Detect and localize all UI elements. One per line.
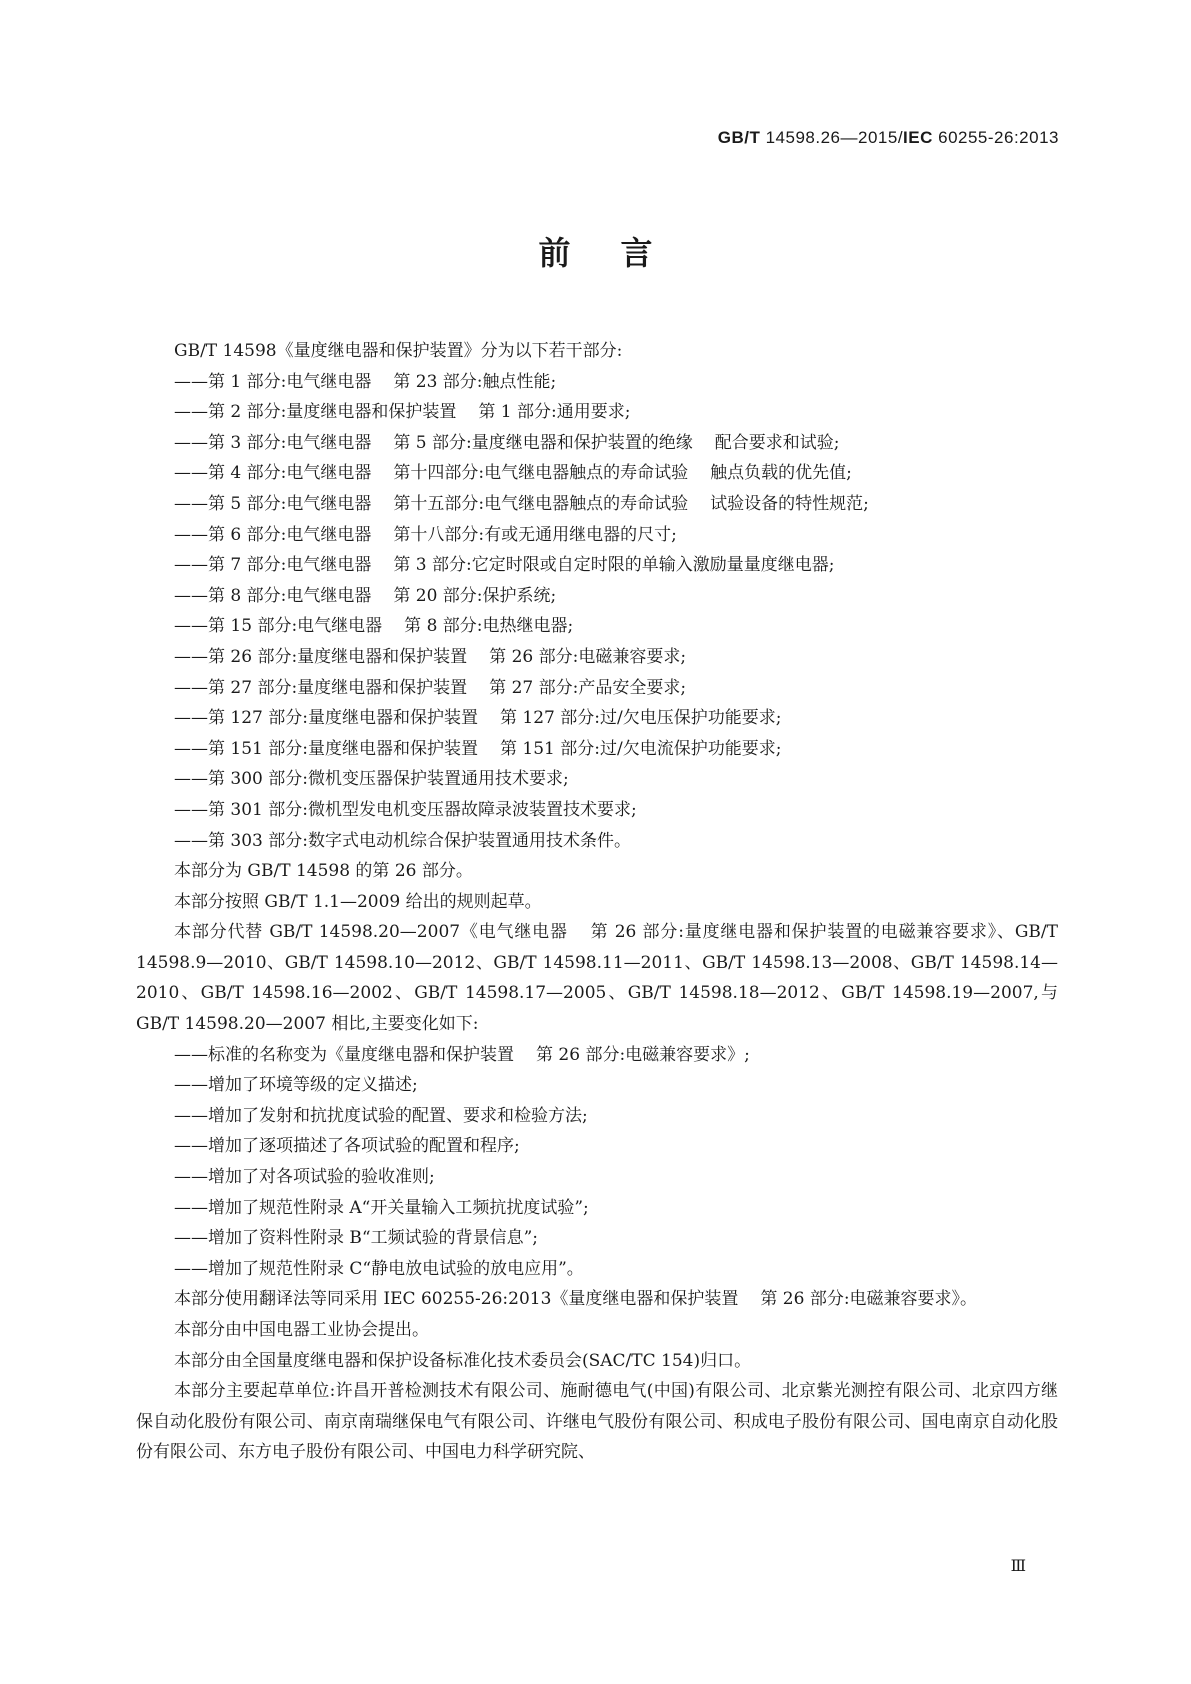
list-item: ——第 26 部分:量度继电器和保护装置 第 26 部分:电磁兼容要求; [174, 646, 687, 667]
this-part-paragraph: 本部分为 GB/T 14598 的第 26 部分。 [174, 861, 473, 882]
list-item: ——增加了规范性附录 A“开关量输入工频抗扰度试验”; [174, 1197, 589, 1218]
list-item: ——增加了环境等级的定义描述; [174, 1075, 418, 1096]
translation-paragraph: 本部分使用翻译法等同采用 IEC 60255-26:2013《量度继电器和保护装置 第 26 部分:电磁兼容要求》。 [174, 1289, 978, 1310]
list-item: ——增加了资料性附录 B“工频试验的背景信息”; [174, 1228, 539, 1249]
list-item: ——第 15 部分:电气继电器 第 8 部分:电热继电器; [174, 616, 574, 637]
foreword-body [136, 336, 1058, 1468]
list-item: ——第 2 部分:量度继电器和保护装置 第 1 部分:通用要求; [174, 402, 631, 423]
list-item: ——增加了规范性附录 C“静电放电试验的放电应用”。 [174, 1258, 584, 1279]
list-item: ——第 151 部分:量度继电器和保护装置 第 151 部分:过/欠电流保护功能要求; [174, 738, 782, 759]
drafting-rules-paragraph: 本部分按照 GB/T 1.1—2009 给出的规则起草。 [174, 891, 542, 912]
list-item: ——第 6 部分:电气继电器 第十八部分:有或无通用继电器的尺寸; [174, 524, 677, 545]
list-item: ——第 4 部分:电气继电器 第十四部分:电气继电器触点的寿命试验 触点负载的优先值; [174, 463, 852, 484]
standard-number-header [718, 128, 1059, 148]
replaces-paragraph: 本部分代替 GB/T 14598.20—2007《电气继电器 第 26 部分:量度继电器和保护装置的电磁兼容要求》、GB/T 14598.9—2010、GB/T 14598.10—2012、GB/T 14598.11—2011、GB/T 14598.13—2008、GB/T 14598.14—2010、GB/T 14598.16—2002、GB/T 14598.17—2005、GB/T 14598.18—2012、GB/T 14598.19—2007,与 GB/T 14598.20—2007 相比,主要变化如下: [136, 922, 1058, 1035]
page-number: Ⅲ [1010, 1556, 1026, 1575]
changes-list [136, 1040, 1058, 1285]
list-item: ——第 1 部分:电气继电器 第 23 部分:触点性能; [174, 371, 557, 392]
std-iec-number: 60255-26:2013 [932, 128, 1059, 147]
list-item: ——增加了发射和抗扰度试验的配置、要求和检验方法; [174, 1105, 588, 1126]
std-number: 14598.26—2015/ [760, 128, 904, 147]
page-title: 前言 [538, 234, 703, 272]
list-item: ——第 8 部分:电气继电器 第 20 部分:保护系统; [174, 585, 557, 606]
list-item: ——第 301 部分:微机型发电机变压器故障录波装置技术要求; [174, 799, 637, 820]
list-item: ——增加了逐项描述了各项试验的配置和程序; [174, 1136, 520, 1157]
list-item: ——第 3 部分:电气继电器 第 5 部分:量度继电器和保护装置的绝缘 配合要求和试验; [174, 432, 840, 453]
drafters-paragraph: 本部分主要起草单位:许昌开普检测技术有限公司、施耐德电气(中国)有限公司、北京紫光测控有限公司、北京四方继保自动化股份有限公司、南京南瑞继保电气有限公司、许继电气股份有限公司、积成电子股份有限公司、国电南京自动化股份有限公司、东方电子股份有限公司、中国电力科学研究院、 [136, 1381, 1058, 1463]
list-item: ——第 27 部分:量度继电器和保护装置 第 27 部分:产品安全要求; [174, 677, 687, 698]
list-item: ——第 5 部分:电气继电器 第十五部分:电气继电器触点的寿命试验 试验设备的特性规范; [174, 493, 869, 514]
list-item: ——标准的名称变为《量度继电器和保护装置 第 26 部分:电磁兼容要求》; [174, 1044, 750, 1065]
std-iec-prefix: IEC [903, 128, 933, 147]
list-item: ——第 303 部分:数字式电动机综合保护装置通用技术条件。 [174, 830, 631, 851]
intro-paragraph: GB/T 14598《量度继电器和保护装置》分为以下若干部分: [174, 341, 623, 361]
parts-list [136, 367, 1058, 857]
managed-by-paragraph: 本部分由全国量度继电器和保护设备标准化技术委员会(SAC/TC 154)归口。 [174, 1350, 752, 1371]
proposed-by-paragraph: 本部分由中国电器工业协会提出。 [174, 1320, 429, 1340]
list-item: ——增加了对各项试验的验收准则; [174, 1167, 435, 1188]
list-item: ——第 127 部分:量度继电器和保护装置 第 127 部分:过/欠电压保护功能要求; [174, 708, 782, 729]
std-prefix: GB/T [717, 128, 761, 147]
list-item: ——第 300 部分:微机变压器保护装置通用技术要求; [174, 769, 569, 790]
list-item: ——第 7 部分:电气继电器 第 3 部分:它定时限或自定时限的单输入激励量量度继电器; [174, 555, 835, 576]
